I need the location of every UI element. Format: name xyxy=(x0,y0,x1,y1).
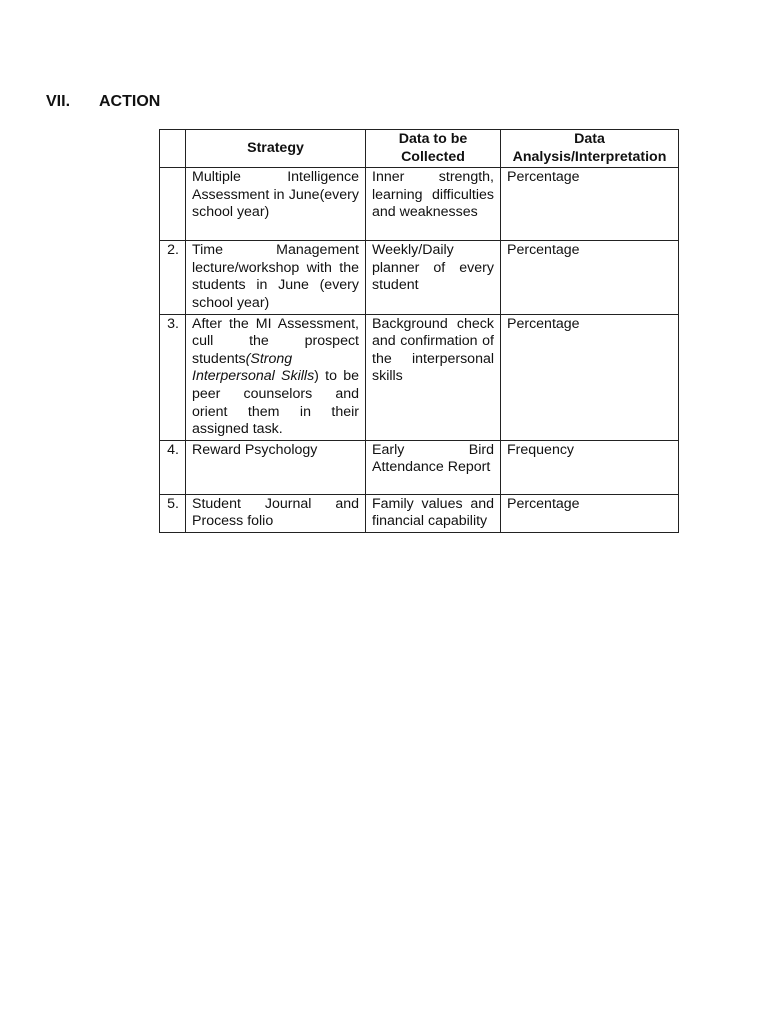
row-num: 2. xyxy=(160,241,186,314)
header-data: Data to be Collected xyxy=(366,130,501,168)
row-analysis: Percentage xyxy=(501,494,679,532)
row-data: Weekly/Daily planner of every student xyxy=(366,241,501,314)
header-analysis: Data Analysis/Interpretation xyxy=(501,130,679,168)
row-analysis: Percentage xyxy=(501,168,679,241)
table-row xyxy=(160,168,679,241)
row-strategy xyxy=(186,314,366,440)
table-row xyxy=(160,241,679,314)
table-header-row xyxy=(160,130,679,168)
header-strategy: Strategy xyxy=(186,130,366,168)
row-analysis: Percentage xyxy=(501,314,679,440)
row-strategy: Time Management lecture/workshop with the students in June (every school year) xyxy=(186,241,366,314)
table-row xyxy=(160,440,679,494)
row-data: Inner strength, learning difficulties and weaknesses xyxy=(366,168,501,241)
row-num xyxy=(160,168,186,241)
section-number: VII. xyxy=(46,93,71,110)
row-strategy: Reward Psychology xyxy=(186,440,366,494)
row-num: 4. xyxy=(160,440,186,494)
section-title: ACTION xyxy=(99,93,161,110)
action-table xyxy=(159,129,679,533)
row-num: 3. xyxy=(160,314,186,440)
row-strategy: Multiple Intelligence Assessment in June(every school year) xyxy=(186,168,366,241)
row-analysis: Frequency xyxy=(501,440,679,494)
row-data: Early Bird Attendance Report xyxy=(366,440,501,494)
table-row xyxy=(160,314,679,440)
row-num: 5. xyxy=(160,494,186,532)
strategy-text-end: ) to be peer counselors and orient them in their assigned task. xyxy=(192,368,359,438)
strategy-text: After the MI Assessment, cull the prospect students xyxy=(192,315,359,367)
strategy-italic-text: (Strong Interpersonal Skills xyxy=(192,350,315,385)
header-num xyxy=(160,130,186,168)
row-data: Family values and financial capability xyxy=(366,494,501,532)
table-row xyxy=(160,494,679,532)
section-heading xyxy=(46,93,160,111)
row-strategy: Student Journal and Process folio xyxy=(186,494,366,532)
row-data: Background check and confirmation of the interpersonal skills xyxy=(366,314,501,440)
row-analysis: Percentage xyxy=(501,241,679,314)
